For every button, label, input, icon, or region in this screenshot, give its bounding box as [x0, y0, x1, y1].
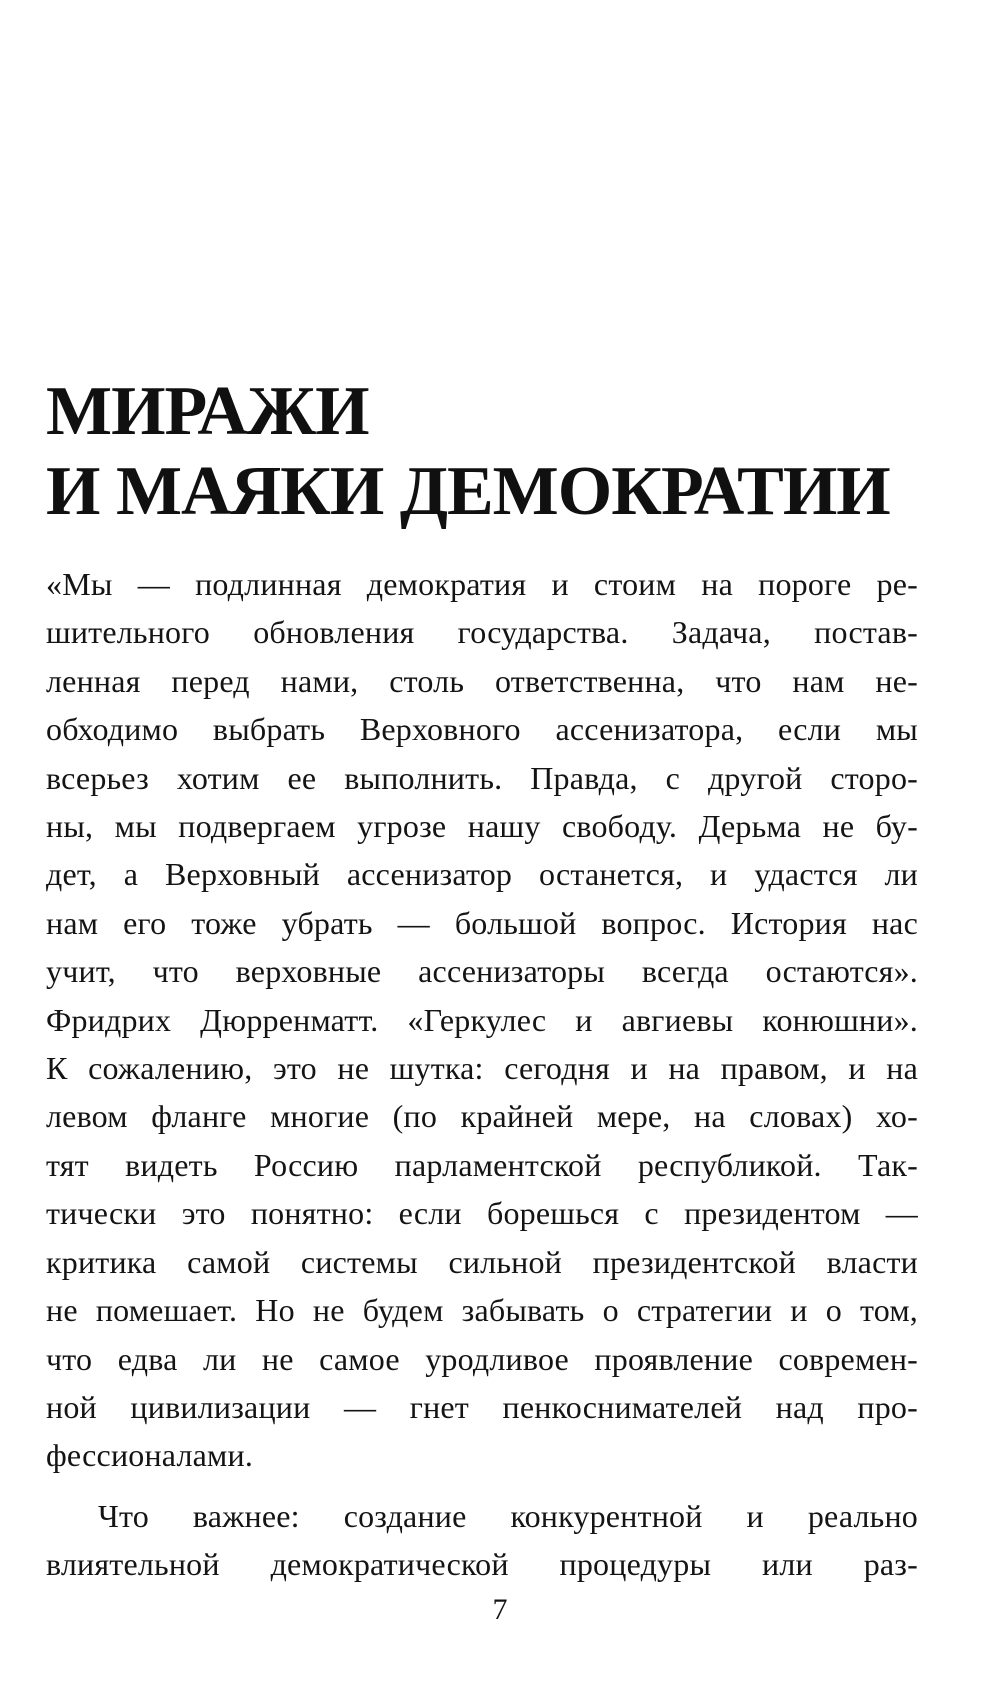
text-line: обходимо выбрать Верховного ассенизатора, если мы — [46, 711, 918, 748]
text-line: ны, мы подвергаем угрозе нашу свободу. Дерьма не бу- — [46, 808, 918, 845]
text-line: влиятельной демократической процедуры или раз- — [46, 1546, 918, 1583]
text-line: шительного обновления государства. Задача, постав- — [46, 614, 918, 651]
text-line: всерьез хотим ее выполнить. Правда, с другой сторо- — [46, 759, 918, 796]
body-text — [46, 560, 918, 1589]
chapter-title — [46, 372, 946, 532]
paragraph-2 — [46, 1492, 918, 1589]
text-line: Что важнее: создание конкурентной и реально — [98, 1497, 918, 1534]
paragraph-gap — [46, 1480, 918, 1492]
text-line: фессионалами. — [46, 1437, 254, 1474]
text-line: тят видеть Россию парламентской республикой. Так- — [46, 1146, 918, 1183]
text-line: дет, а Верховный ассенизатор останется, и удастся ли — [46, 856, 918, 893]
page-number: 7 — [492, 1593, 508, 1626]
text-line: не помешает. Но не будем забывать о стратегии и о том, — [46, 1292, 918, 1329]
text-line: что едва ли не самое уродливое проявление современ- — [46, 1340, 918, 1377]
text-line: ленная перед нами, столь ответственна, что нам не- — [46, 662, 918, 699]
text-line: «Мы — подлинная демократия и стоим на пороге ре- — [46, 566, 918, 602]
text-line: левом фланге многие (по крайней мере, на словах) хо- — [46, 1098, 918, 1135]
text-line: нам его тоже убрать — большой вопрос. История нас — [46, 904, 918, 941]
paragraph-1 — [46, 560, 918, 1480]
chapter-title-line-2: И МАЯКИ ДЕМОКРАТИИ — [46, 453, 890, 530]
text-line: критика самой системы сильной президентской власти — [46, 1243, 918, 1280]
text-line: К сожалению, это не шутка: сегодня и на правом, и на — [46, 1050, 918, 1087]
text-line: Фридрих Дюрренматт. «Геркулес и авгиевы конюшни». — [46, 1001, 918, 1038]
text-line: тически это понятно: если борешься с президентом — — [46, 1195, 918, 1232]
chapter-title-line-1: МИРАЖИ — [46, 373, 369, 450]
text-line: учит, что верховные ассенизаторы всегда остаются». — [46, 953, 918, 990]
text-line: ной цивилизации — гнет пенкоснимателей над про- — [46, 1388, 918, 1425]
